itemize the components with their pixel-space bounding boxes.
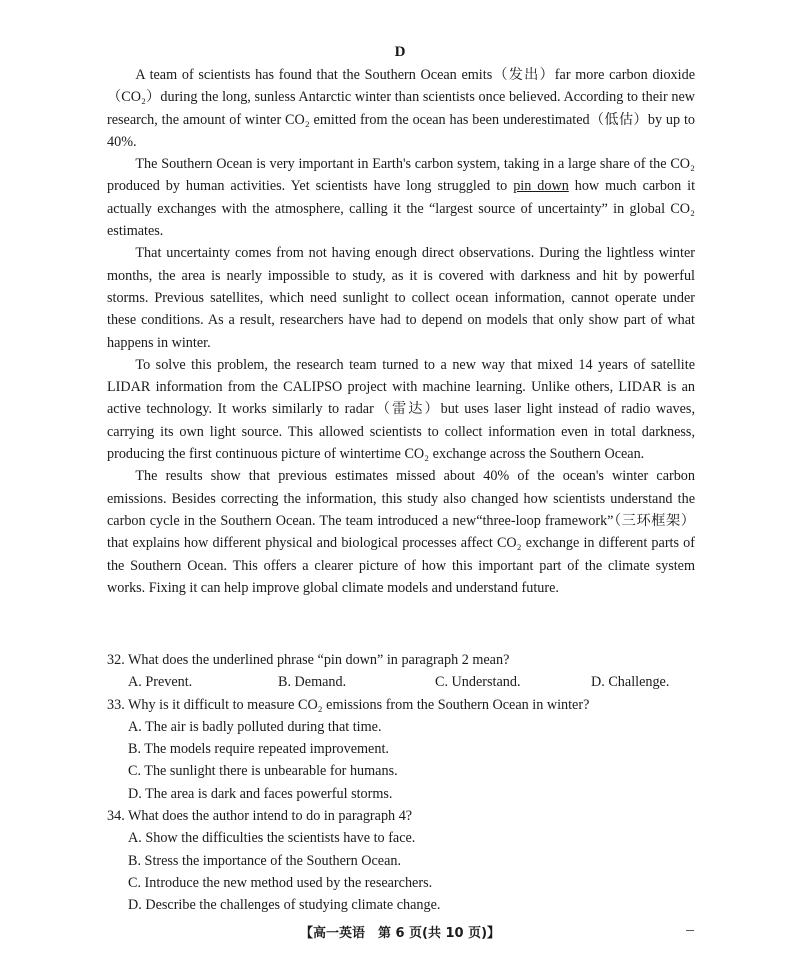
questions-block <box>107 649 707 917</box>
question-33-option-b: B. The models require repeated improvement. <box>128 741 389 758</box>
underlined-phrase: pin down <box>513 178 569 195</box>
question-32-option-a: A. Prevent. <box>128 674 193 691</box>
question-32-options <box>128 671 707 693</box>
paragraph-1 <box>107 64 695 153</box>
paragraph-4 <box>107 354 695 465</box>
paragraph-4-text: To solve this problem, the research team turned to a new way that mixed 14 years of satellite LIDAR information from the CALIPSO project with machine learning. Unlike others, LIDAR is an active technology. It works similarly to radar（雷达）but uses laser light instead of radio waves, carrying its own light source. This allowed scientists to collect information even in total darkness, producing the first continuous picture of wintertime CO₂ exchange across the Southern Ocean. <box>107 356 695 463</box>
question-34-stem: 34. What does the author intend to do in paragraph 4? <box>107 808 413 825</box>
paragraph-3-text: That uncertainty comes from not having enough direct observations. During the lightless winter months, the area is nearly impossible to study, as it is covered with darkness and hit by powerful storms. Previous satellites, which need sunlight to collect ocean information, cannot operate under these conditions. As a result, researchers have had to depend on models that only show part of what happens in winter. <box>107 245 695 351</box>
question-32-option-d: D. Challenge. <box>591 674 670 691</box>
question-32-stem: 32. What does the underlined phrase “pin down” in paragraph 2 mean? <box>107 652 510 668</box>
question-32-option-b: B. Demand. <box>278 674 347 691</box>
paragraph-5 <box>107 465 695 599</box>
paragraph-5-text: The results show that previous estimates missed about 40% of the ocean's winter carbon emissions. Besides correcting the information, this study also changed how scientists understand the carbon cycle in the Southern Ocean. The team introduced a new“three-loop framework”（三环框架）that explains how different physical and biological processes affect CO₂ exchange in different parts of the Southern Ocean. This offers a clearer picture of how this important part of the climate system works. Fixing it can help improve global climate models and understand future. <box>107 468 695 596</box>
question-33-stem: 33. Why is it difficult to measure CO₂ emissions from the Southern Ocean in winter? <box>107 696 590 713</box>
question-32-option-c: C. Understand. <box>435 674 521 691</box>
question-34-option-d: D. Describe the challenges of studying climate change. <box>128 897 441 914</box>
corner-mark <box>686 930 694 931</box>
paragraph-3 <box>107 242 695 353</box>
question-33-option-d: D. The area is dark and faces powerful storms. <box>128 785 393 802</box>
paragraph-2-text-b: how much carbon it actually exchanges with the atmosphere, calling it the “largest source of uncertainty” in global CO₂ estimates. <box>107 178 696 240</box>
question-34-option-a: A. Show the difficulties the scientists have to face. <box>128 830 416 847</box>
section-title: D <box>394 44 406 60</box>
paragraph-2-text-a: The Southern Ocean is very important in Earth's carbon system, taking in a large share of the CO₂ produced by human activities. Yet scientists have long struggled to <box>107 156 695 195</box>
page-footer: 【高一英语 第 6 页(共 10 页)】 <box>299 926 501 941</box>
question-33-option-c: C. The sunlight there is unbearable for humans. <box>128 763 398 780</box>
paragraph-1-text: A team of scientists has found that the Southern Ocean emits（发出）far more carbon dioxide（CO₂）during the long, sunless Antarctic winter than scientists once believed. According to their new research, the amount of winter CO₂ emitted from the ocean has been underestimated（低估）by up to 40%. <box>107 67 695 150</box>
reading-passage <box>107 64 695 599</box>
question-33-option-a: A. The air is badly polluted during that time. <box>128 718 382 735</box>
question-34-option-c: C. Introduce the new method used by the researchers. <box>128 874 433 891</box>
paragraph-2 <box>107 153 695 242</box>
question-34-option-b: B. Stress the importance of the Southern Ocean. <box>128 852 402 869</box>
